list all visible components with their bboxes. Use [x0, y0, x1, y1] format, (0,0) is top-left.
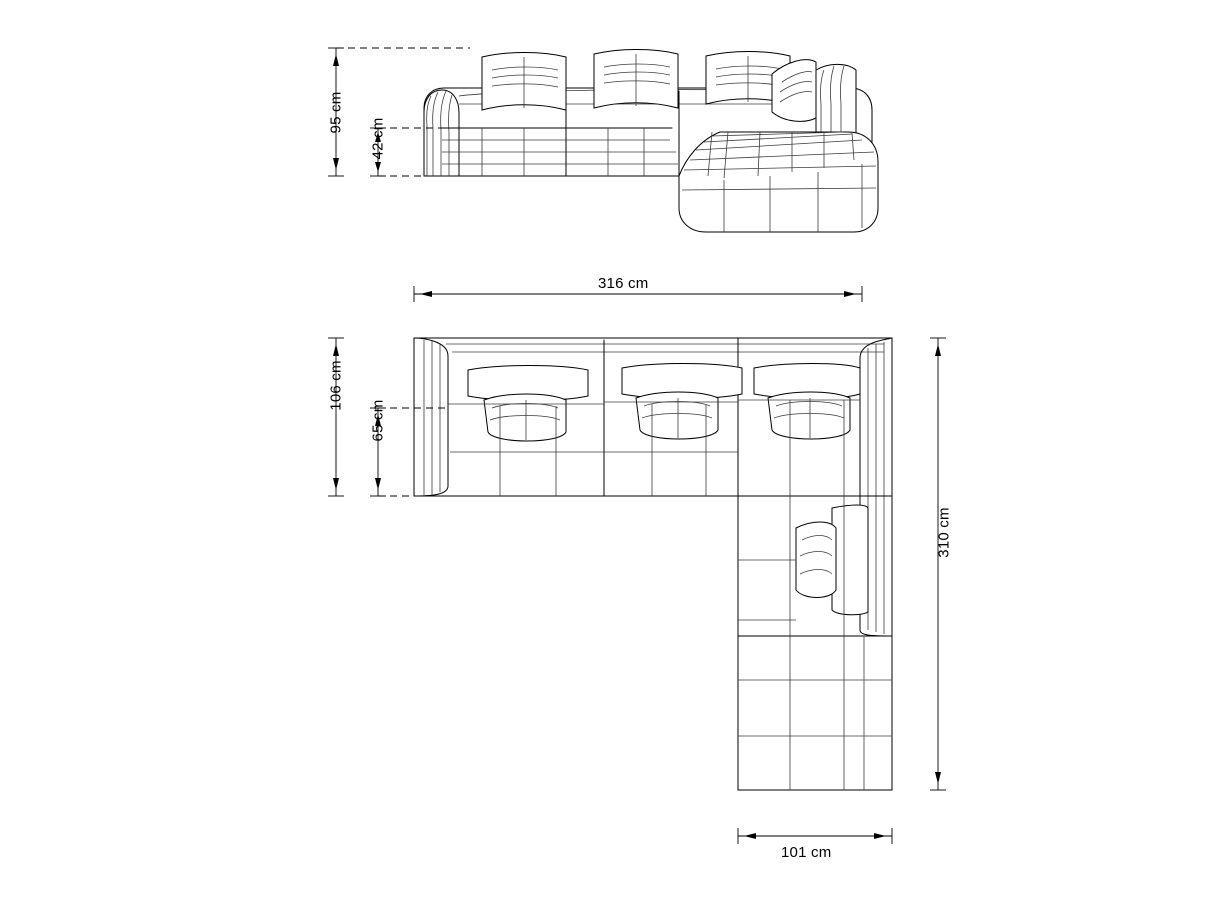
- dimension-label-width-total: 316 cm: [598, 275, 649, 292]
- dimension-label-height-total: 95 cm: [327, 91, 345, 134]
- dimension-label-chaise-width: 101 cm: [781, 844, 832, 861]
- dimension-label-depth-total: 106 cm: [327, 360, 345, 411]
- front-elevation-view: [328, 48, 878, 232]
- dimension-label-length-total: 310 cm: [935, 507, 953, 558]
- dimension-label-depth-seat: 65 cm: [369, 399, 387, 442]
- dimension-label-height-seat: 42 cm: [369, 117, 387, 160]
- top-plan-view: [328, 286, 946, 844]
